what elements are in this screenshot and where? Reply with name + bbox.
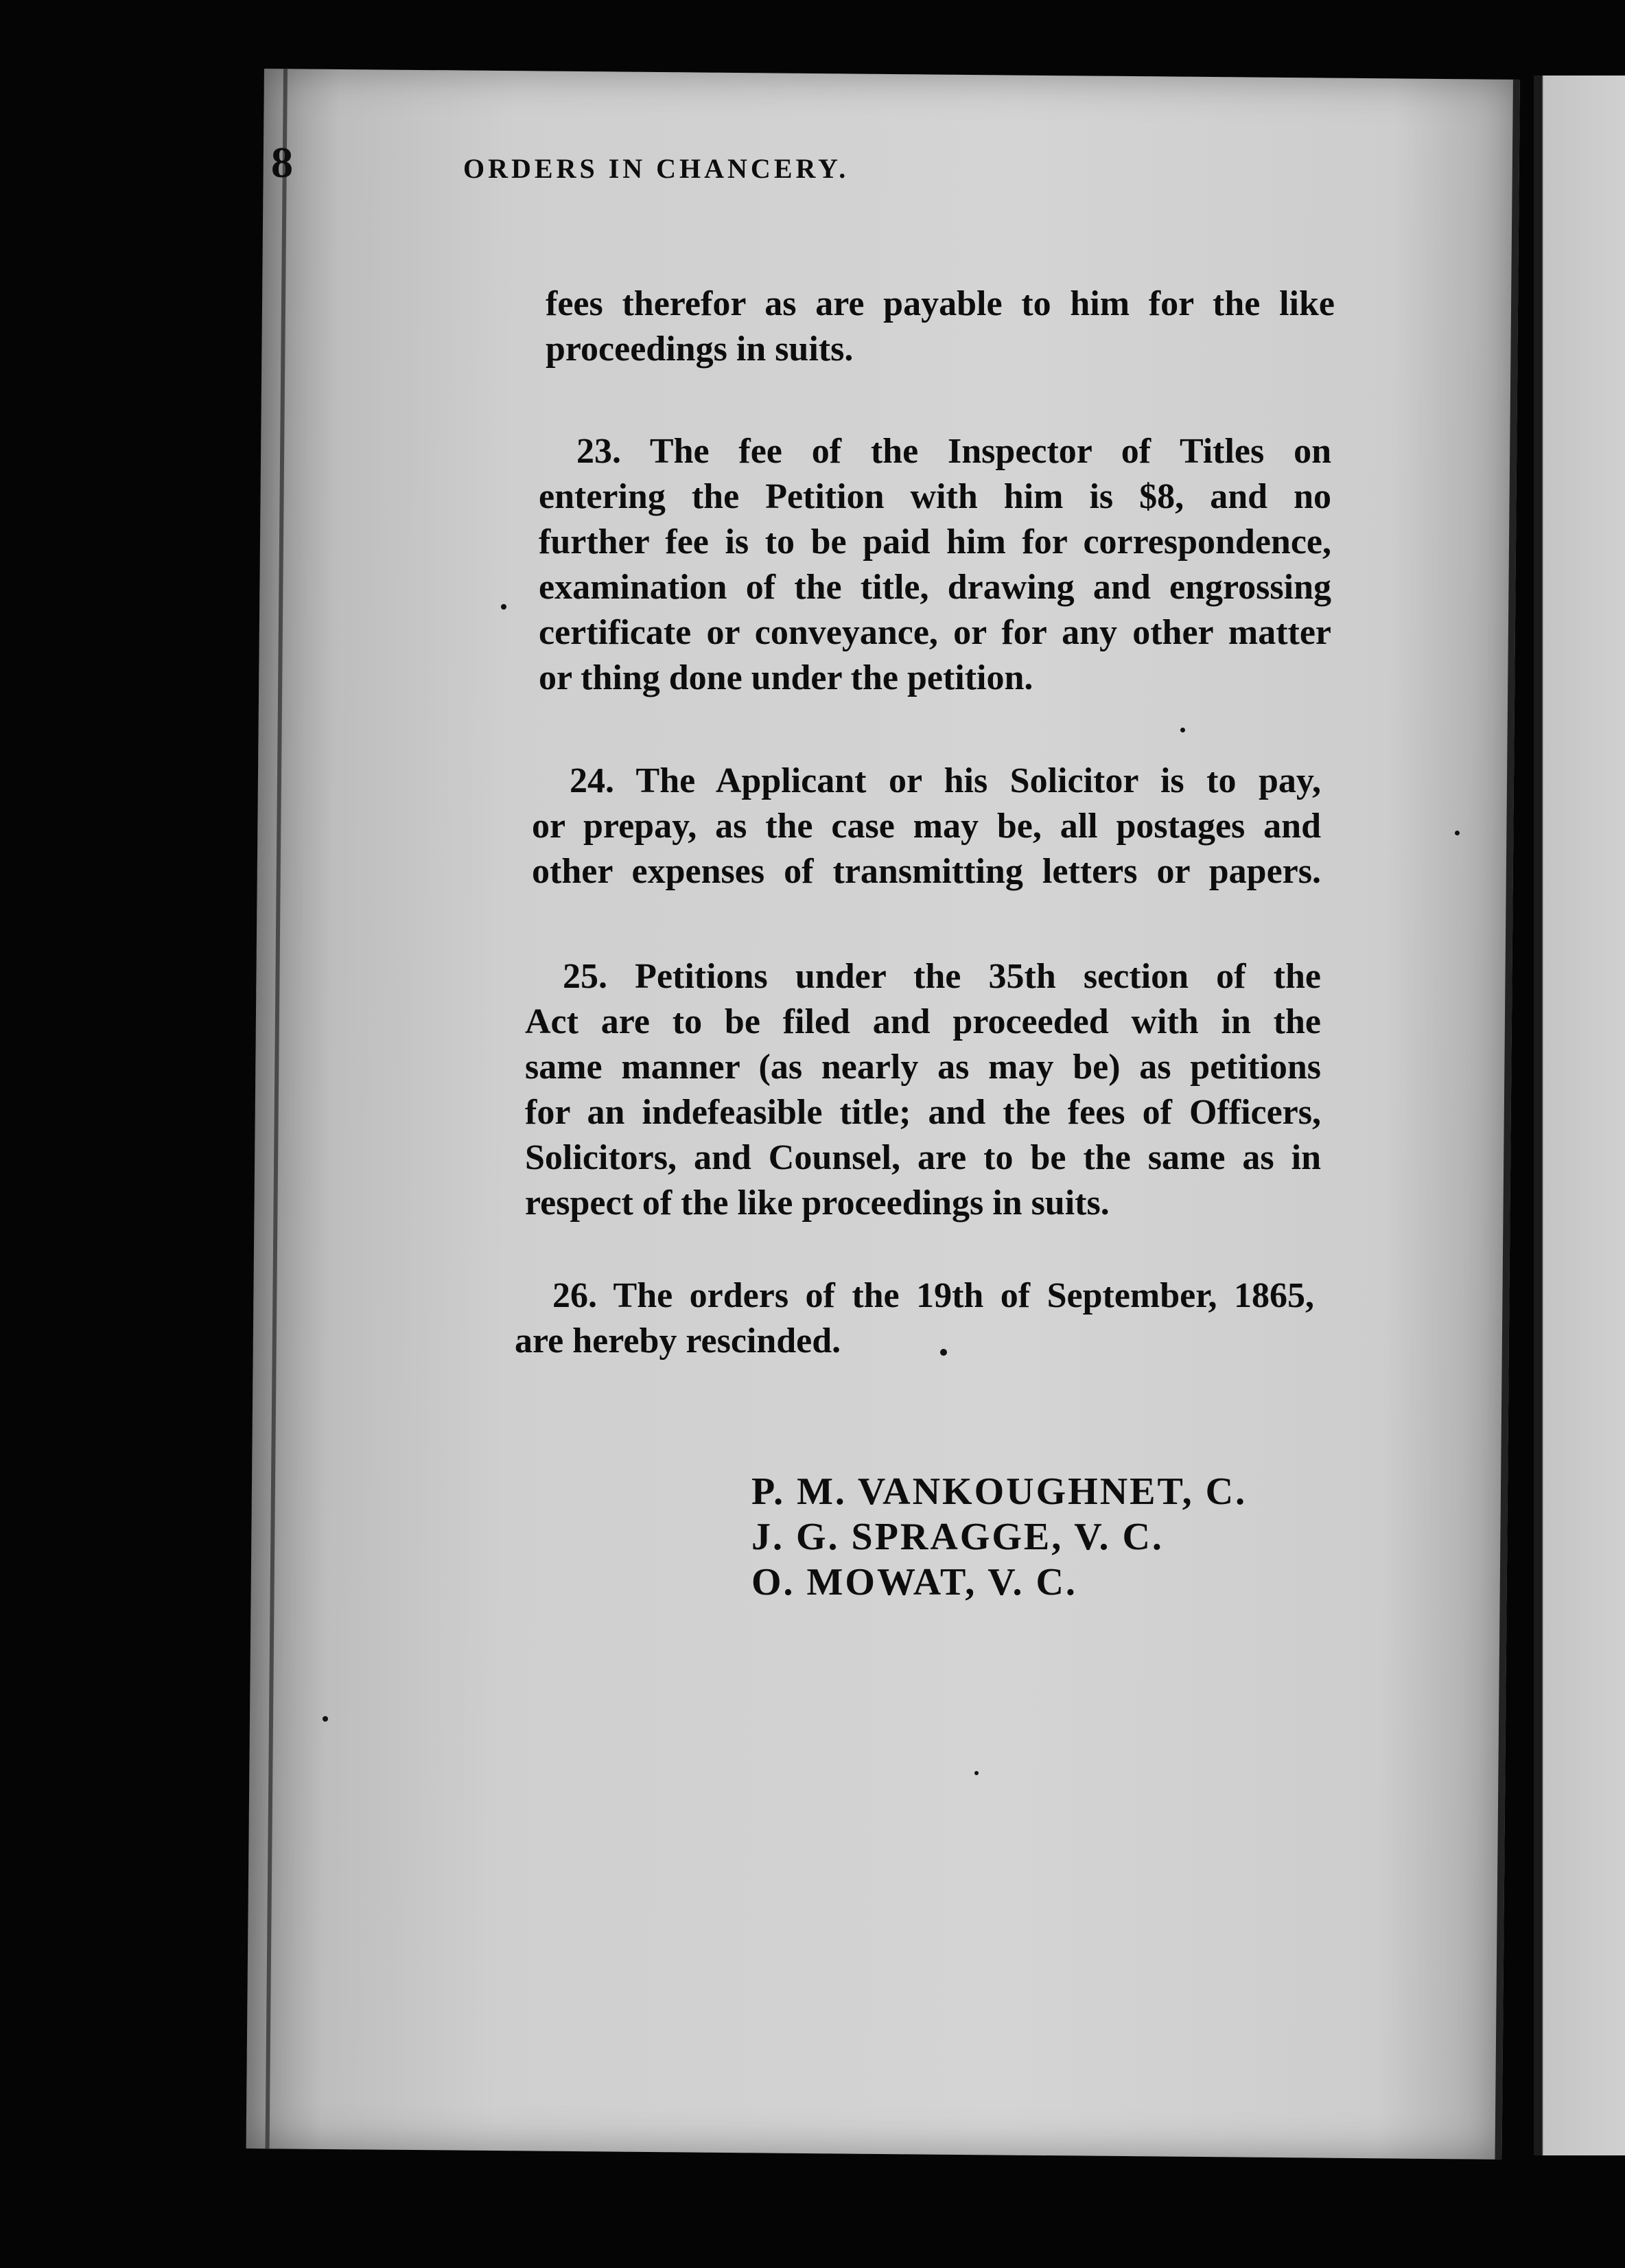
text-line: certificate or conveyance, or for any other matter xyxy=(539,613,1331,652)
text-line: Act are to be filed and proceeded with in the xyxy=(525,1002,1321,1041)
paragraph-26 xyxy=(515,1273,1314,1364)
text-line: are hereby rescinded. xyxy=(515,1321,841,1361)
text-line: same manner (as nearly as may be) as petitions xyxy=(525,1048,1321,1087)
text-line: 26. The orders of the 19th of September, 1865, xyxy=(552,1276,1314,1315)
text-line: fees therefor as are payable to him for the like xyxy=(546,284,1335,323)
scan-speck xyxy=(323,1716,328,1722)
text-line: further fee is to be paid him for correspondence, xyxy=(539,522,1331,562)
running-title: ORDERS IN CHANCERY. xyxy=(463,153,850,184)
text-line: Solicitors, and Counsel, are to be the same as in xyxy=(525,1138,1321,1177)
scan-speck xyxy=(501,604,506,610)
page-number: 8 xyxy=(271,138,293,187)
text-line: for an indefeasible title; and the fees of Officers, xyxy=(525,1093,1321,1132)
paragraph-23 xyxy=(539,429,1331,701)
text-line: 24. The Applicant or his Solicitor is to pay, xyxy=(570,761,1321,800)
text-line: entering the Petition with him is $8, and no xyxy=(539,477,1331,516)
text-line: examination of the title, drawing and engrossing xyxy=(539,568,1331,607)
signature-line: P. M. VANKOUGHNET, C. xyxy=(751,1470,1248,1513)
signature-block xyxy=(751,1469,1247,1605)
signature-line: O. MOWAT, V. C. xyxy=(751,1561,1077,1604)
text-line: 25. Petitions under the 35th section of the xyxy=(563,957,1321,996)
text-line: or prepay, as the case may be, all postages and xyxy=(532,807,1321,846)
text-line: 23. The fee of the Inspector of Titles on xyxy=(576,432,1331,471)
scan-speck xyxy=(1180,728,1185,732)
running-head xyxy=(271,137,1300,192)
text-line: respect of the like proceedings in suits. xyxy=(525,1183,1110,1223)
text-line: or thing done under the petition. xyxy=(539,658,1033,697)
paragraph-continuation xyxy=(546,281,1335,372)
scan-speck xyxy=(940,1349,947,1356)
text-line: proceedings in suits. xyxy=(546,329,854,369)
paragraph-24 xyxy=(532,759,1321,894)
signature-line: J. G. SPRAGGE, V. C. xyxy=(751,1516,1164,1558)
text-line: other expenses of transmitting letters or papers. xyxy=(532,852,1321,891)
scan-speck xyxy=(974,1771,979,1775)
scan-speck xyxy=(1455,831,1460,835)
paragraph-25 xyxy=(525,954,1321,1226)
